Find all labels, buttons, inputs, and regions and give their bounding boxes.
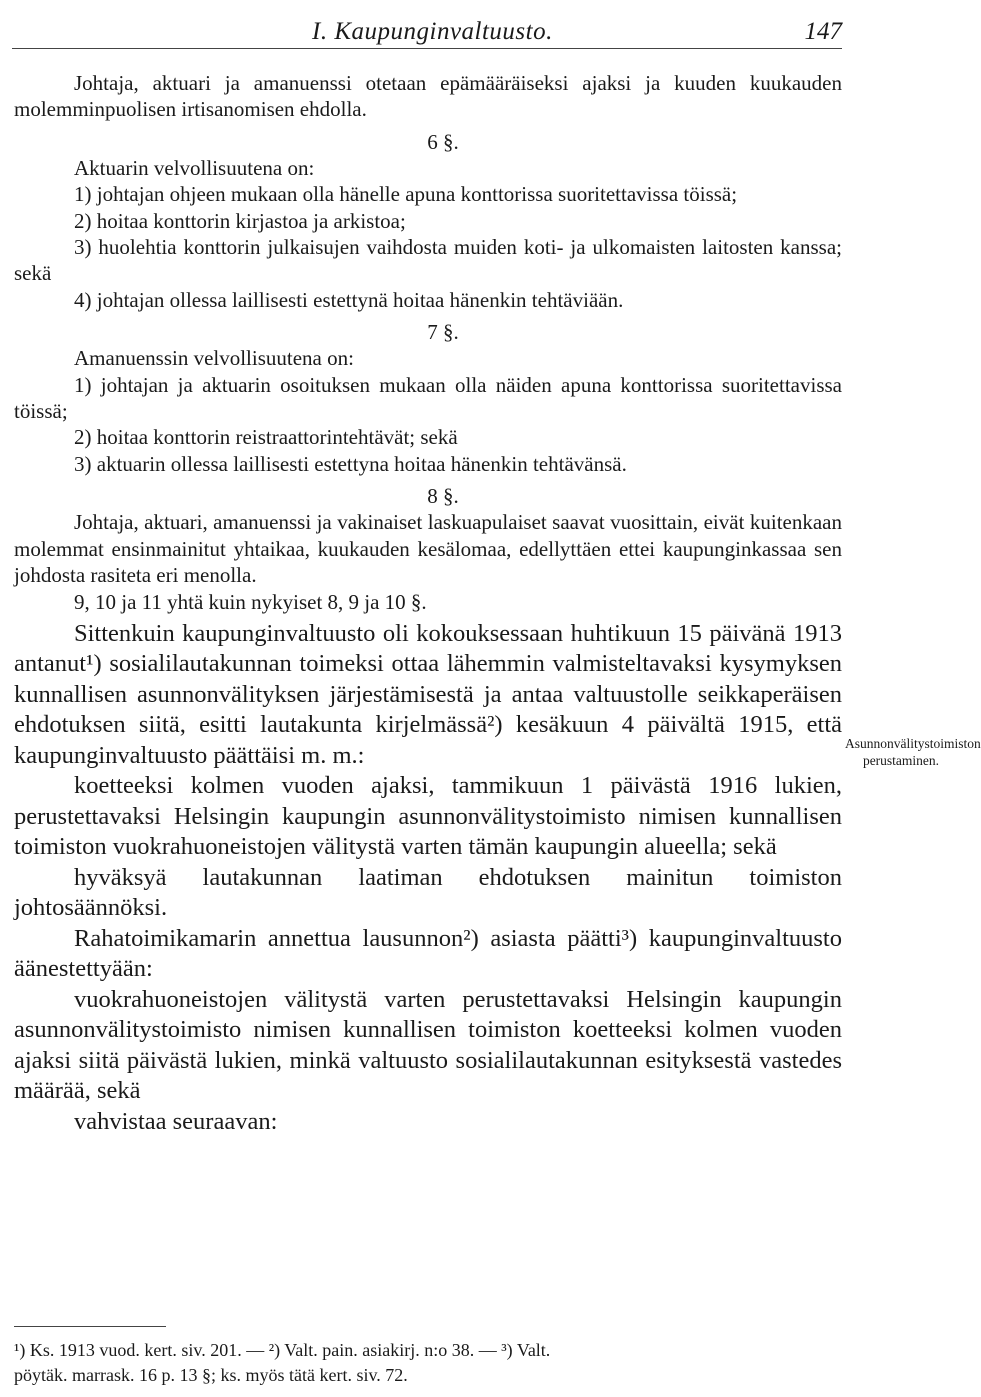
section-8-text: Johtaja, aktuari, amanuenssi ja vakinaiset laskuapulaiset saavat vuosittain, eivät kuitenkaan molemmat ensinmainitut yhtaikaa, kuukauden kesälomaa, edellyttäen ettei kaupunginkassaa sen johdosta rasiteta eri menolla. — [14, 510, 842, 588]
decision-paragraph-4: Rahatoimikamarin annettua lausunnon²) asiasta päätti³) kaupunginvaltuusto äänestettyään: — [14, 924, 842, 983]
decision-paragraph-2: koetteeksi kolmen vuoden ajaksi, tammikuun 1 päivästä 1916 lukien, perustettavaksi Helsingin kaupungin asunnonvälitystoimisto nimisen kunnallisen toimiston vuokrahuoneistojen välitystä varten tämän kaupungin alueella; sekä — [14, 772, 842, 861]
intro-paragraph: Johtaja, aktuari ja amanuenssi otetaan epämääräiseksi ajaksi ja kuuden kuukauden molemminpuolisen irtisanomisen ehdolla. — [14, 71, 842, 122]
header-rule — [12, 48, 842, 49]
section-7-item-1: 1) johtajan ja aktuarin osoituksen mukaan olla näiden apuna konttorissa suoritettavissa töissä; — [14, 372, 842, 424]
decision-paragraph-3: hyväksyä lautakunnan laatiman ehdotuksen mainitun toimiston johtosäännöksi. — [14, 863, 842, 922]
footnote-rule — [14, 1326, 166, 1327]
running-title: I. Kaupunginvaltuusto. — [312, 18, 553, 45]
section-8-heading: 8 §. — [427, 484, 459, 509]
section-6-item-4: 4) johtajan ollessa laillisesti estettynä hoitaa hänenkin tehtäviään. — [74, 287, 624, 312]
margin-note: Asunnonvälitystoimiston perustaminen. — [845, 736, 981, 768]
section-7-heading: 7 §. — [427, 320, 459, 345]
section-6-item-1: 1) johtajan ohjeen mukaan olla hänelle apuna konttorissa suoritettavissa töissä; — [74, 182, 738, 207]
section-6-lead: Aktuarin velvollisuutena on: — [74, 155, 315, 180]
page-number: 147 — [804, 18, 842, 45]
running-header — [12, 16, 842, 46]
section-6-item-3: 3) huolehtia konttorin julkaisujen vaihdosta muiden koti- ja ulkomaisten laitosten kanssa; sekä — [14, 235, 842, 286]
section-6-heading: 6 §. — [427, 129, 459, 154]
decision-paragraph-5: vuokrahuoneistojen välitystä varten perustettavaksi Helsingin kaupungin asunnonvälitystoimisto nimisen kunnallisen toimiston koetteeksi kolmen vuoden ajaksi siitä päivästä lukien, minkä valtuusto sosialilautakunnan esityksestä vastedes määrää, sekä — [14, 985, 842, 1105]
footnote-line-2: pöytäk. marrask. 16 p. 13 §; ks. myös tätä kert. siv. 72. — [14, 1365, 408, 1385]
decision-paragraph-6: vahvistaa seuraavan: — [74, 1107, 278, 1135]
renumbering-line: 9, 10 ja 11 yhtä kuin nykyiset 8, 9 ja 10 §. — [74, 589, 427, 614]
section-7-item-2: 2) hoitaa konttorin reistraattorintehtävät; sekä — [74, 425, 458, 450]
section-6-item-2: 2) hoitaa konttorin kirjastoa ja arkistoa; — [74, 208, 406, 233]
footnote-line-1: ¹) Ks. 1913 vuod. kert. siv. 201. — ²) Valt. pain. asiakirj. n:o 38. — ³) Valt. — [14, 1340, 551, 1360]
page-body — [14, 70, 842, 1137]
section-7-lead: Amanuenssin velvollisuutena on: — [74, 346, 354, 371]
footnotes — [14, 1338, 842, 1388]
decision-paragraph-1: Sittenkuin kaupunginvaltuusto oli kokouksessaan huhtikuun 15 päivänä 1913 antanut¹) sosialilautakunnan toimeksi ottaa lähemmin valmisteltavaksi kysymyksen kunnallisen asunnonvälityksen järjestämisestä ja antaa valtuustolle seikkaperäisen ehdotuksen siitä, esitti lautakunta kirjelmässä²) kesäkuun 4 päivältä 1915, että kaupunginvaltuusto päättäisi m. m.: — [14, 619, 842, 769]
section-7-item-3: 3) aktuarin ollessa laillisesti estettyna hoitaa hänenkin tehtävänsä. — [74, 451, 627, 476]
